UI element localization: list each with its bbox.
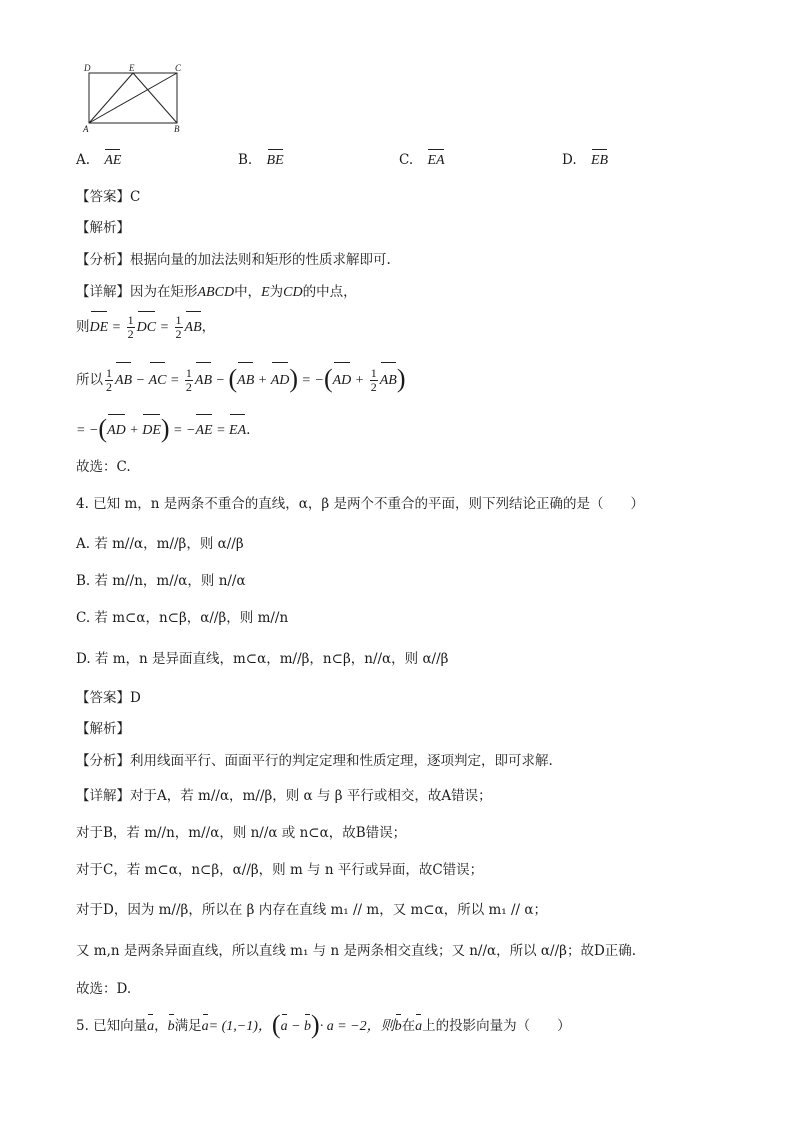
q4-conclusion: 故选：D. bbox=[76, 981, 132, 997]
label-b: B bbox=[174, 124, 180, 134]
vector-ea: EA bbox=[427, 153, 445, 168]
q4-option-b: B. 若 m//n，m//α，则 n//α bbox=[76, 573, 246, 589]
q3-equation-1: 则DE = $\frac{1}{2}$ DC = $\frac{1}{2}$ AB， bbox=[76, 313, 216, 342]
q3-option-a: A. AE bbox=[76, 152, 122, 168]
q3-answer: 【答案】C bbox=[76, 189, 141, 205]
q3-conclusion: 故选：C. bbox=[76, 459, 131, 475]
segment-eb bbox=[133, 73, 177, 123]
q3-analysis-heading: 【解析】 bbox=[76, 220, 130, 236]
label-c: C bbox=[175, 63, 182, 73]
vector-be: BE bbox=[266, 153, 284, 168]
q3-option-b: B. BE bbox=[238, 152, 284, 168]
q4-answer: 【答案】D bbox=[76, 690, 141, 706]
q3-equation-3: = −(AD + DE) = −AE = EA. bbox=[76, 414, 251, 443]
segment-ac bbox=[89, 73, 177, 123]
q4-option-d: D. 若 m，n 是异面直线，m⊂α，m//β，n⊂β，n//α，则 α//β bbox=[76, 651, 449, 667]
vector-eb: EB bbox=[590, 153, 609, 168]
q3-option-d: D. EB bbox=[562, 152, 609, 168]
q3-option-c: C. EA bbox=[399, 152, 445, 168]
vector-ae: AE bbox=[104, 153, 122, 168]
q4-detail-c: 对于C，若 m⊂α，n⊂β，α//β，则 m 与 n 平行或异面，故C错误； bbox=[76, 862, 484, 878]
q4-detail-d2: 又 m,n 是两条异面直线，所以直线 m₁ 与 n 是两条相交直线；又 n//α，所以 α//β；故D正确. bbox=[76, 943, 637, 959]
q4-detail-a: 【详解】对于A，若 m//α，m//β，则 α 与 β 平行或相交，故A错误； bbox=[76, 788, 492, 804]
label-e: E bbox=[129, 63, 135, 73]
q3-fenxi: 【分析】根据向量的加法法则和矩形的性质求解即可. bbox=[76, 252, 391, 268]
q4-stem: 4. 已知 m，n 是两条不重合的直线，α，β 是两个不重合的平面，则下列结论正确的是（ ） bbox=[76, 496, 644, 512]
q4-analysis-heading: 【解析】 bbox=[76, 721, 130, 737]
rectangle-figure bbox=[80, 62, 192, 134]
q4-option-c: C. 若 m⊂α，n⊂β，α//β，则 m//n bbox=[76, 610, 289, 626]
q4-detail-d1: 对于D，因为 m//β，所以在 β 内存在直线 m₁ // m，又 m⊂α，所以 m₁ // α； bbox=[76, 902, 548, 918]
label-d: D bbox=[84, 63, 91, 73]
q4-fenxi: 【分析】利用线面平行、面面平行的判定定理和性质定理，逐项判定，即可求解. bbox=[76, 753, 553, 769]
q5-stem: 5. 已知向量a，b满足a= (1,−1)，(a − b)· a = −2，则b在a上的投影向量为（ ） bbox=[76, 1010, 571, 1039]
q3-equation-2: 所以 $\frac{1}{2}$ AB − AC = $\frac{1}{2}$ AB − (AB + AD) = −(AD + $\frac{1}{2}$ AB) bbox=[76, 364, 406, 395]
q3-xiangjie: 【详解】因为在矩形ABCD中，E为CD的中点， bbox=[76, 284, 357, 300]
q4-option-a: A. 若 m//α，m//β，则 α//β bbox=[76, 536, 244, 552]
label-a: A bbox=[83, 124, 89, 134]
q4-detail-b: 对于B，若 m//n，m//α，则 n//α 或 n⊂α，故B错误； bbox=[76, 825, 407, 841]
segment-ae bbox=[89, 73, 133, 123]
